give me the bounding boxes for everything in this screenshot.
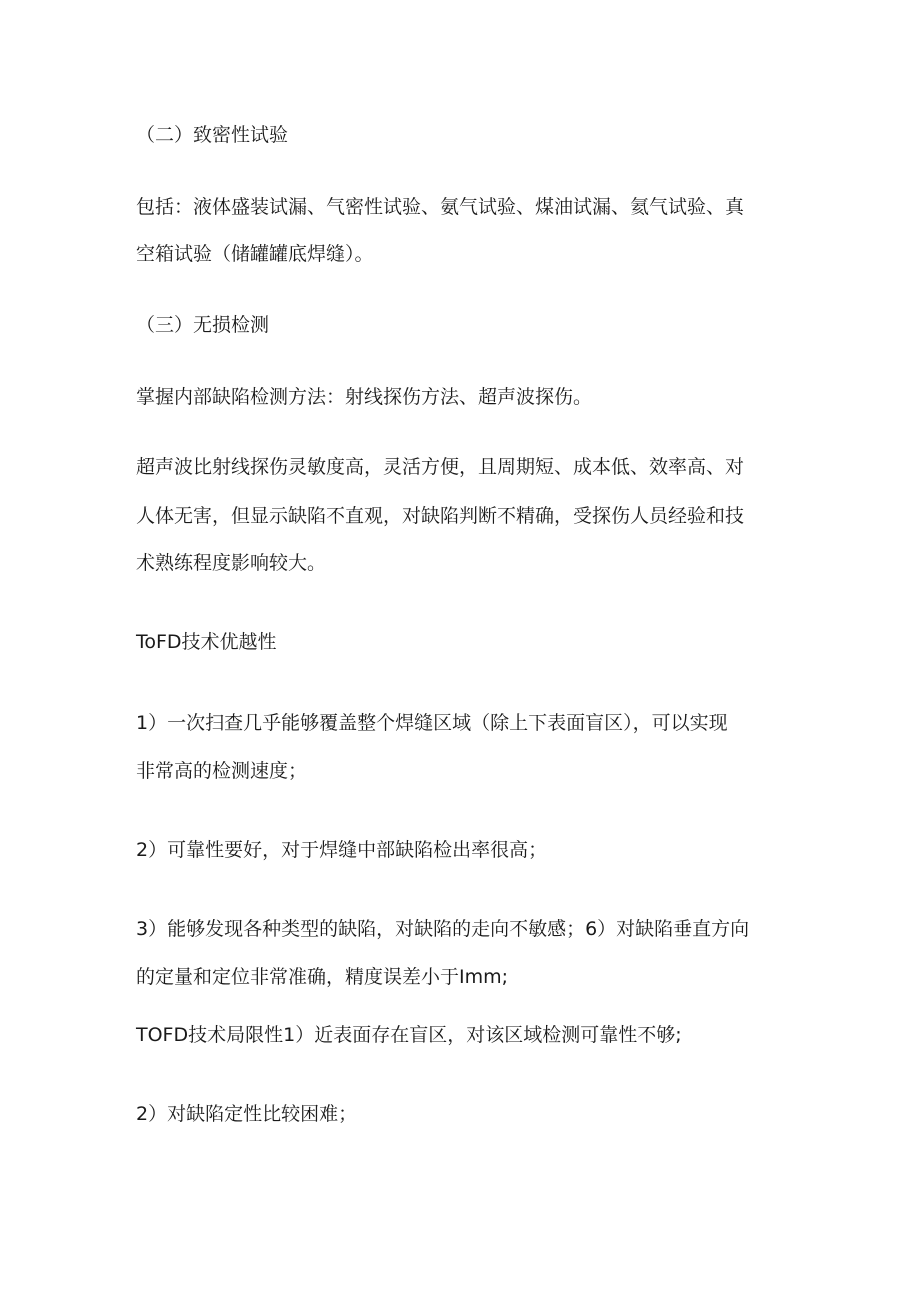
tofd-advantages-heading: ToFD技术优越性 xyxy=(136,631,277,653)
advantage-2: 2）可靠性要好，对于焊缝中部缺陷检出率很高； xyxy=(136,839,548,861)
advantage-1-line-2: 非常高的检测速度； xyxy=(136,760,308,782)
advantage-3-line-2: 的定量和定位非常准确，精度误差小于Imm; xyxy=(136,966,509,988)
airtightness-paragraph-line-1: 包括：液体盛装试漏、气密性试验、氨气试验、煤油试漏、氦气试验、真 xyxy=(136,196,745,218)
heading-nondestructive-testing: （三）无损检测 xyxy=(136,314,270,336)
ndt-methods-paragraph: 掌握内部缺陷检测方法：射线探伤方法、超声波探伤。 xyxy=(136,386,593,408)
airtightness-paragraph-line-2: 空箱试验（储罐罐底焊缝）。 xyxy=(136,243,374,265)
ultrasonic-paragraph-line-1: 超声波比射线探伤灵敏度高，灵活方便，且周期短、成本低、效率高、对 xyxy=(136,456,745,478)
advantage-3-line-1: 3）能够发现各种类型的缺陷，对缺陷的走向不敏感；6）对缺陷垂直方向 xyxy=(136,918,750,940)
ultrasonic-paragraph-line-2: 人体无害，但显示缺陷不直观，对缺陷判断不精确，受探伤人员经验和技 xyxy=(136,505,745,527)
ultrasonic-paragraph-line-3: 术熟练程度影响较大。 xyxy=(136,552,327,574)
heading-airtightness-test: （二）致密性试验 xyxy=(136,124,289,146)
advantage-1-line-1: 1）一次扫查几乎能够覆盖整个焊缝区域（除上下表面盲区），可以实现 xyxy=(136,712,728,734)
tofd-limitations-paragraph: TOFD技术局限性1）近表面存在盲区，对该区域检测可靠性不够; xyxy=(136,1024,682,1046)
limitation-2: 2）对缺陷定性比较困难； xyxy=(136,1103,358,1125)
